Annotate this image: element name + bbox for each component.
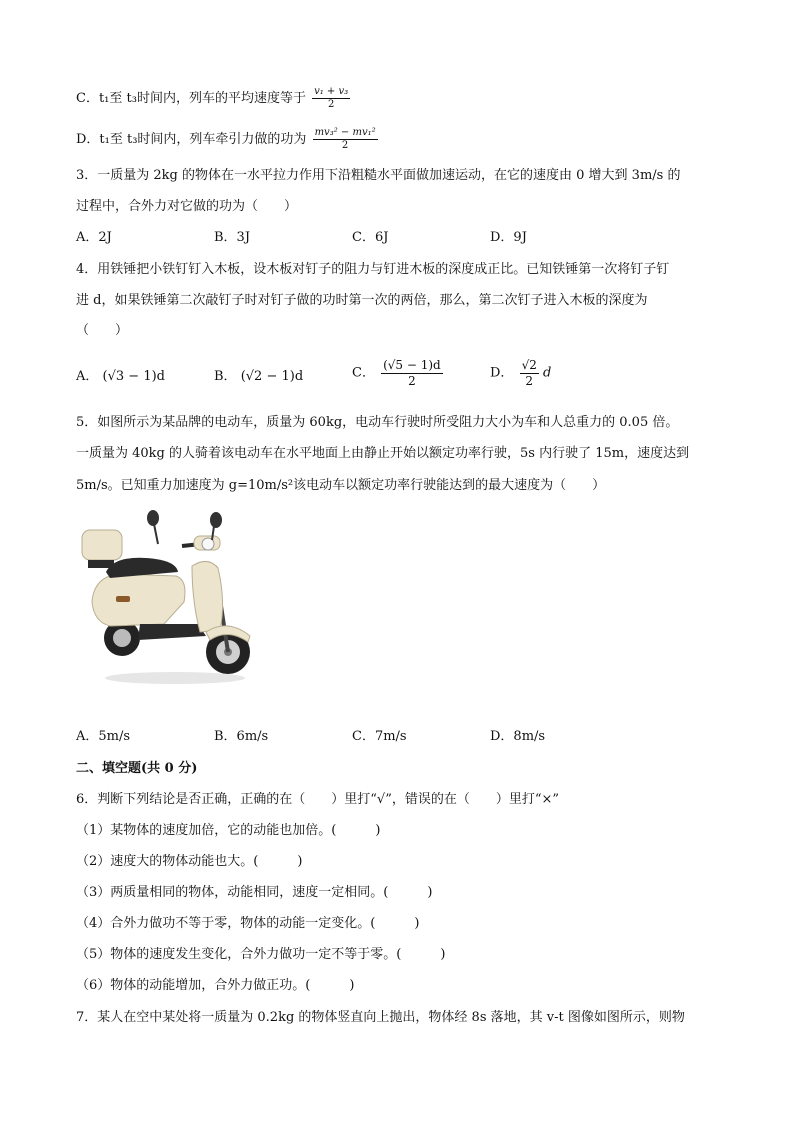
electric-scooter-image xyxy=(80,506,256,690)
q4-option-c-fraction xyxy=(381,358,443,389)
q4-option-c xyxy=(352,358,443,389)
q4-option-a-math: (√3 − 1)d xyxy=(102,369,165,384)
q4-option-d-denominator: 2 xyxy=(525,374,534,388)
q2-option-d xyxy=(76,127,378,152)
q2-option-c-numerator: v₁ + v₃ xyxy=(314,86,349,97)
q2-option-d-denominator: 2 xyxy=(341,140,349,151)
q4-stem-line1: 4．用铁锤把小铁钉钉入木板，设木板对钉子的阻力与钉进木板的深度成正比。已知铁锤第一次将钉子钉 xyxy=(76,262,670,277)
q6-stem: 6．判断下列结论是否正确，正确的在（ ）里打“√”，错误的在（ ）里打“×” xyxy=(76,792,560,807)
q2-option-c-denominator: 2 xyxy=(327,99,335,110)
q6-item-5: （5）物体的速度发生变化，合外力做功一定不等于零。( ) xyxy=(76,947,446,962)
q3-option-d: D．9J xyxy=(490,230,527,245)
q6-item-4: （4）合外力做功不等于零，物体的动能一定变化。( ) xyxy=(76,916,420,931)
q7-stem-line1: 7．某人在空中某处将一质量为 0.2kg 的物体竖直向上抛出，物体经 8s 落地，其 v-t 图像如图所示，则物 xyxy=(76,1010,685,1025)
q4-option-d-numerator: √2 xyxy=(521,358,537,372)
q2-option-c-text: C．t₁至 t₃时间内，列车的平均速度等于 xyxy=(76,91,306,106)
q6-item-3: （3）两质量相同的物体，动能相同，速度一定相同。( ) xyxy=(76,885,433,900)
q5-stem-line3: 5m/s。已知重力加速度为 g=10m/s²该电动车以额定功率行驶能达到的最大速度为（ ） xyxy=(76,478,606,493)
q4-stem-line2: 进 d，如果铁锤第二次敲钉子时对钉子做的功时第一次的两倍，那么，第二次钉子进入木板的深度为 xyxy=(76,293,648,308)
q4-option-a-label: A． xyxy=(76,369,99,384)
q5-option-c: C．7m/s xyxy=(352,729,407,744)
q4-option-b-label: B． xyxy=(214,369,237,384)
q4-option-b-math: (√2 − 1)d xyxy=(240,369,304,384)
q4-option-d-fraction xyxy=(520,358,539,389)
q4-option-d-tail: d xyxy=(543,365,552,381)
q2-option-c-fraction xyxy=(312,86,350,111)
q4-option-c-numerator: (√5 − 1)d xyxy=(383,358,441,372)
q4-option-d xyxy=(490,358,551,389)
q3-option-b: B．3J xyxy=(214,230,251,245)
q5-stem-line2: 一质量为 40kg 的人骑着该电动车在水平地面上由静止开始以额定功率行驶，5s 内行驶了 15m，速度达到 xyxy=(76,446,690,461)
q4-option-d-label: D． xyxy=(490,365,514,381)
q5-stem-line1: 5．如图所示为某品牌的电动车，质量为 60kg，电动车行驶时所受阻力大小为车和人总重力的 0.05 倍。 xyxy=(76,415,679,430)
section-title-fill-blank: 二、填空题(共 0 分) xyxy=(76,761,198,776)
q4-option-c-denominator: 2 xyxy=(408,374,416,388)
q3-stem-line1: 3．一质量为 2kg 的物体在一水平拉力作用下沿粗糙水平面做加速运动，在它的速度由 0 增大到 3m/s 的 xyxy=(76,168,681,183)
q6-item-1: （1）某物体的速度加倍，它的动能也加倍。( ) xyxy=(76,823,381,838)
q2-option-d-text: D．t₁至 t₃时间内，列车牵引力做的功为 xyxy=(76,132,307,147)
q3-stem-line2: 过程中，合外力对它做的功为（ ） xyxy=(76,199,298,214)
q5-option-a: A．5m/s xyxy=(76,729,131,744)
q5-option-d: D．8m/s xyxy=(490,729,546,744)
q3-option-a: A．2J xyxy=(76,230,112,245)
q4-stem-line3: （ ） xyxy=(76,323,129,338)
q4-option-b xyxy=(214,367,303,387)
q2-option-d-numerator: mv₃² − mv₁² xyxy=(314,127,376,138)
q2-option-c xyxy=(76,86,350,111)
q6-item-6: （6）物体的动能增加，合外力做正功。( ) xyxy=(76,978,355,993)
q6-item-2: （2）速度大的物体动能也大。( ) xyxy=(76,854,303,869)
q3-option-c: C．6J xyxy=(352,230,389,245)
q4-option-a xyxy=(76,367,165,387)
q5-option-b: B．6m/s xyxy=(214,729,269,744)
q4-option-c-label: C． xyxy=(352,365,375,381)
q2-option-d-fraction xyxy=(313,127,378,152)
